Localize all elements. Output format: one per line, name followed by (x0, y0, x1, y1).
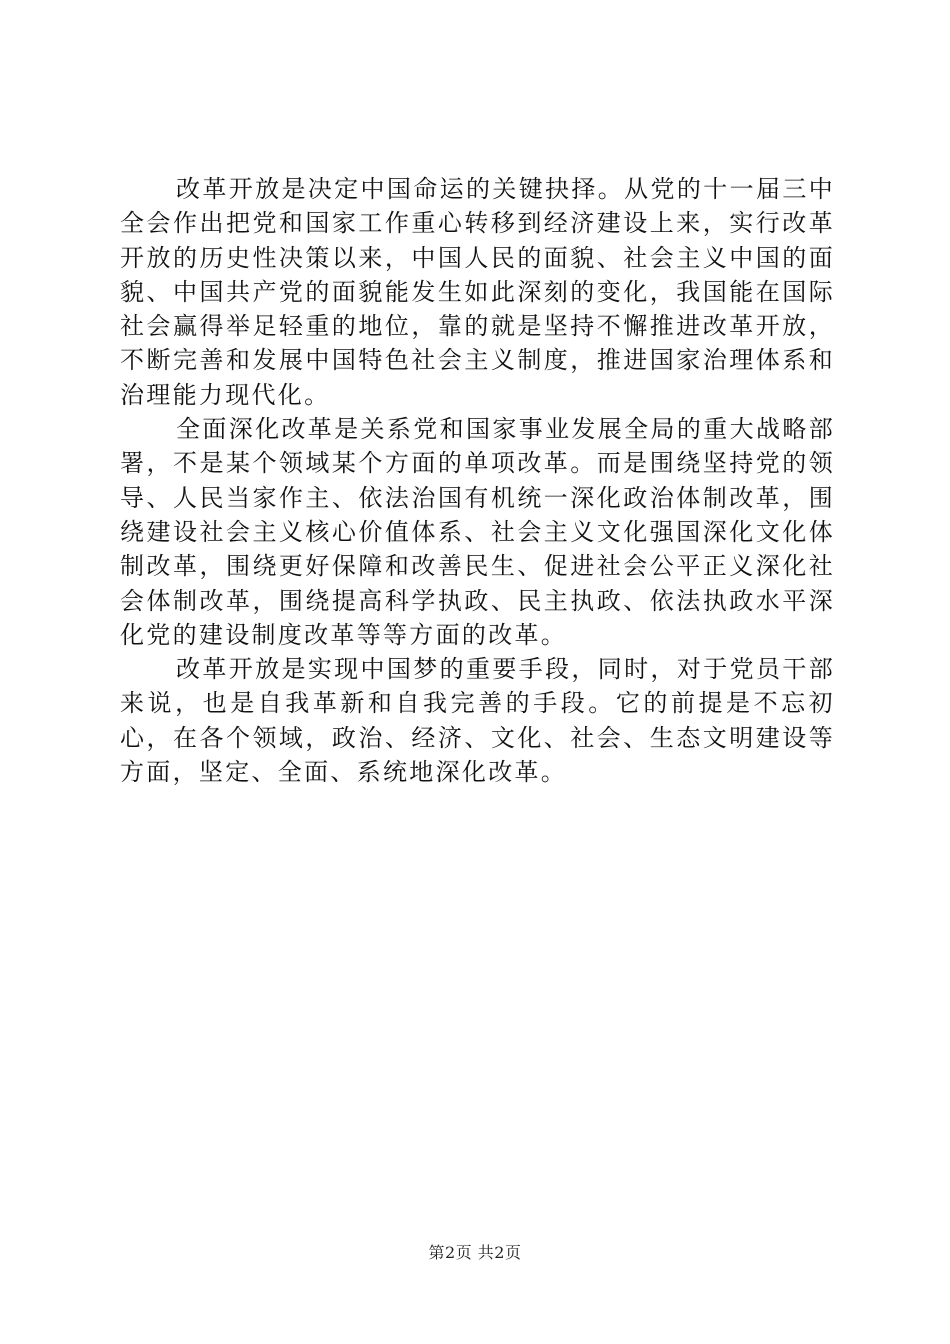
paragraph-reform-opening: 改革开放是决定中国命运的关键抉择。从党的十一届三中全会作出把党和国家工作重心转移到经济建设上来，实行改革开放的历史性决策以来，中国人民的面貌、社会主义中国的面貌、中国共产党的面貌能发生如此深刻的变化，我国能在国际社会赢得举足轻重的地位，靠的就是坚持不懈推进改革开放，不断完善和发展中国特色社会主义制度，推进国家治理体系和治理能力现代化。 (120, 175, 835, 409)
paragraph-chinese-dream: 改革开放是实现中国梦的重要手段，同时，对于党员干部来说，也是自我革新和自我完善的手段。它的前提是不忘初心，在各个领域，政治、经济、文化、社会、生态文明建设等方面，坚定、全面、系统地深化改革。 (120, 655, 835, 787)
paragraph-comprehensive-reform: 全面深化改革是关系党和国家事业发展全局的重大战略部署，不是某个领域某个方面的单项改革。而是围绕坚持党的领导、人民当家作主、依法治国有机统一深化政治体制改革，围绕建设社会主义核心价值体系、社会主义文化强国深化文化体制改革，围绕更好保障和改善民生、促进社会公平正义深化社会体制改革，围绕提高科学执政、民主执政、依法执政水平深化党的建设制度改革等等方面的改革。 (120, 415, 835, 649)
page-number-footer: 第2页 共2页 (428, 1243, 522, 1262)
document-body (120, 172, 835, 789)
